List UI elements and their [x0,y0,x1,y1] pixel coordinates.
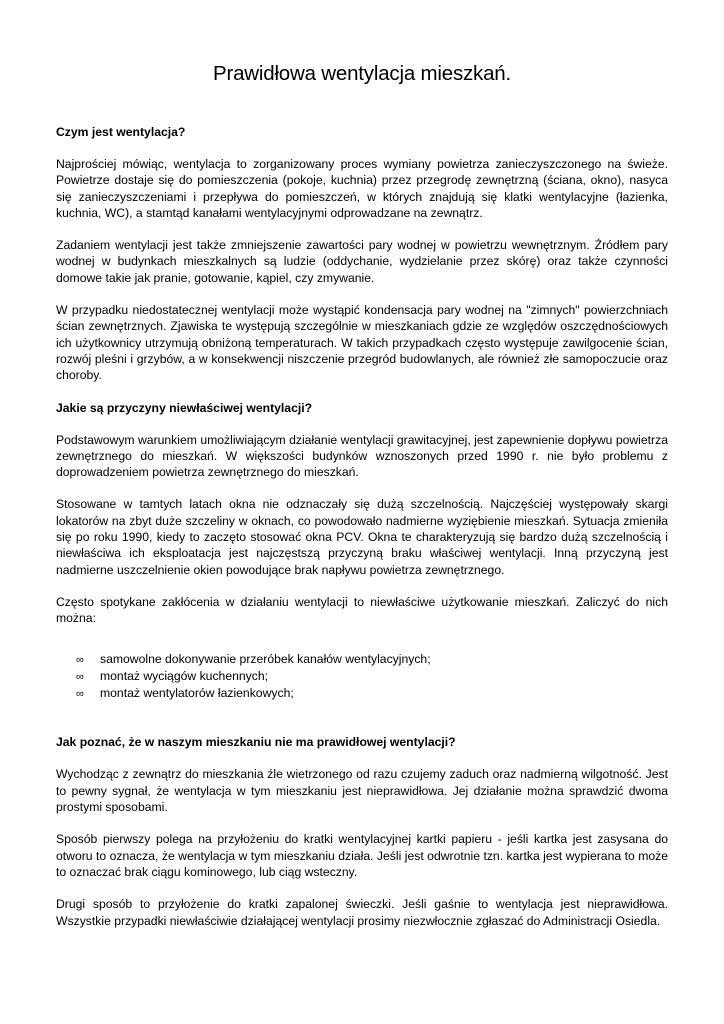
document-title: Prawidłowa wentylacja mieszkań. [212,62,511,85]
paragraph: W przypadku niedostatecznej wentylacji może wystąpić kondensacja pary wodnej na "zimnych" powierzchniach ścian zewnętrznych. Zjawiska te występują szczególnie w mieszkaniach gdzie ze względów oszczędnościowych ich użytkownicy utrzymują obniżoną temperaturach. W takich przypadkach często występuje zawilgocenie ścian, rozwój pleśni i grzybów, a w konsekwencji niszczenie przegród budowlanych, ale również złe samopoczucie oraz choroby. [56,303,668,383]
infinity-bullet-icon: ∞ [76,670,84,683]
section-what-is-ventilation [56,124,668,384]
list-item-text: montaż wyciągów kuchennych; [100,668,269,683]
paragraph: Wychodząc z zewnątrz do mieszkania źle wietrzonego od razu czujemy zaduch oraz nadmierną wilgotność. Jest to pewny sygnał, że wentylacja w tym mieszkaniu jest nieprawidłowa. Jej działanie można sprawdzić dwoma prostymi sposobami. [56,767,668,815]
bullet-list [56,651,668,703]
section-heading: Jak poznać, że w naszym mieszkaniu nie ma prawidłowej wentylacji? [56,735,456,750]
paragraph: Często spotykane zakłócenia w działaniu wentylacji to niewłaściwe użytkowanie mieszkań. Zaliczyć do nich można: [56,594,668,626]
section-heading: Jakie są przyczyny niewłaściwej wentylacji? [56,400,313,415]
list-item-text: samowolne dokonywanie przeróbek kanałów wentylacyjnych; [100,651,431,666]
section-causes [56,400,668,703]
paragraph: Podstawowym warunkiem umożliwiającym działanie wentylacji grawitacyjnej, jest zapewnienie dopływu powietrza zewnętrznego do mieszkań. W większości budynków wznoszonych przed 1990 r. nie było problemu z doprowadzeniem powietrza zewnętrznego do mieszkań. [56,432,668,480]
paragraph: Sposób pierwszy polega na przyłożeniu do kratki wentylacyjnej kartki papieru - jeśli kartka jest zasysana do otworu to oznacza, że wentylacja w tym mieszkaniu działa. Jeśli jest odwrotnie tzn. kartka jest wypierana to może to oznaczać brak ciągu kominowego, lub ciąg wsteczny. [56,832,668,879]
section-how-to-detect [56,734,668,928]
section-heading: Czym jest wentylacja? [56,125,186,139]
list-item [76,685,668,702]
infinity-bullet-icon: ∞ [76,653,84,666]
paragraph: Drugi sposób to przyłożenie do kratki zapalonej świeczki. Jeśli gaśnie to wentylacja jest nieprawidłowa. Wszystkie przypadki niewłaściwie działającej wentylacji prosimy niezwłocznie zgłaszać do Administracji Osiedla. [56,897,668,928]
paragraph: Zadaniem wentylacji jest także zmniejszenie zawartości pary wodnej w powietrzu wewnętrznym. Źródłem pary wodnej w budynkach mieszkalnych są ludzie (oddychanie, wydzielanie przez skórę) oraz także czynności domowe takie jak pranie, gotowanie, kąpiel, czy zmywanie. [56,238,668,285]
paragraph: Stosowane w tamtych latach okna nie odznaczały się dużą szczelnością. Najczęściej występowały skargi lokatorów na zbyt duże szczeliny w oknach, co powodowało nadmierne wyziębienie mieszkań. Sytuacja zmieniła się po roku 1990, kiedy to zaczęto stosować okna PCV. Okna te charakteryzują się bardzo dużą szczelnością i niewłaściwa ich eksploatacja jest najczęstszą przyczyną braku właściwej wentylacji. Inną przyczyną jest nadmierne uszczelnienie okien powodujące brak napływu powietrza zewnętrznego. [56,497,668,577]
list-item [76,651,668,668]
list-item [76,668,668,685]
paragraph: Najprościej mówiąc, wentylacja to zorganizowany proces wymiany powietrza zanieczyszczonego na świeże. Powietrze dostaje się do pomieszczenia (pokoje, kuchnia) przez przegrodę zewnętrzną (ściana, okno), nasyca się zanieczyszczeniami i przepływa do pomieszczeń, w których znajdują się klatki wentylacyjne (łazienka, kuchnia, WC), a stamtąd kanałami wentylacyjnymi odprowadzane na zewnątrz. [56,157,668,220]
list-item-text: montaż wentylatorów łazienkowych; [100,686,294,701]
infinity-bullet-icon: ∞ [76,688,84,701]
